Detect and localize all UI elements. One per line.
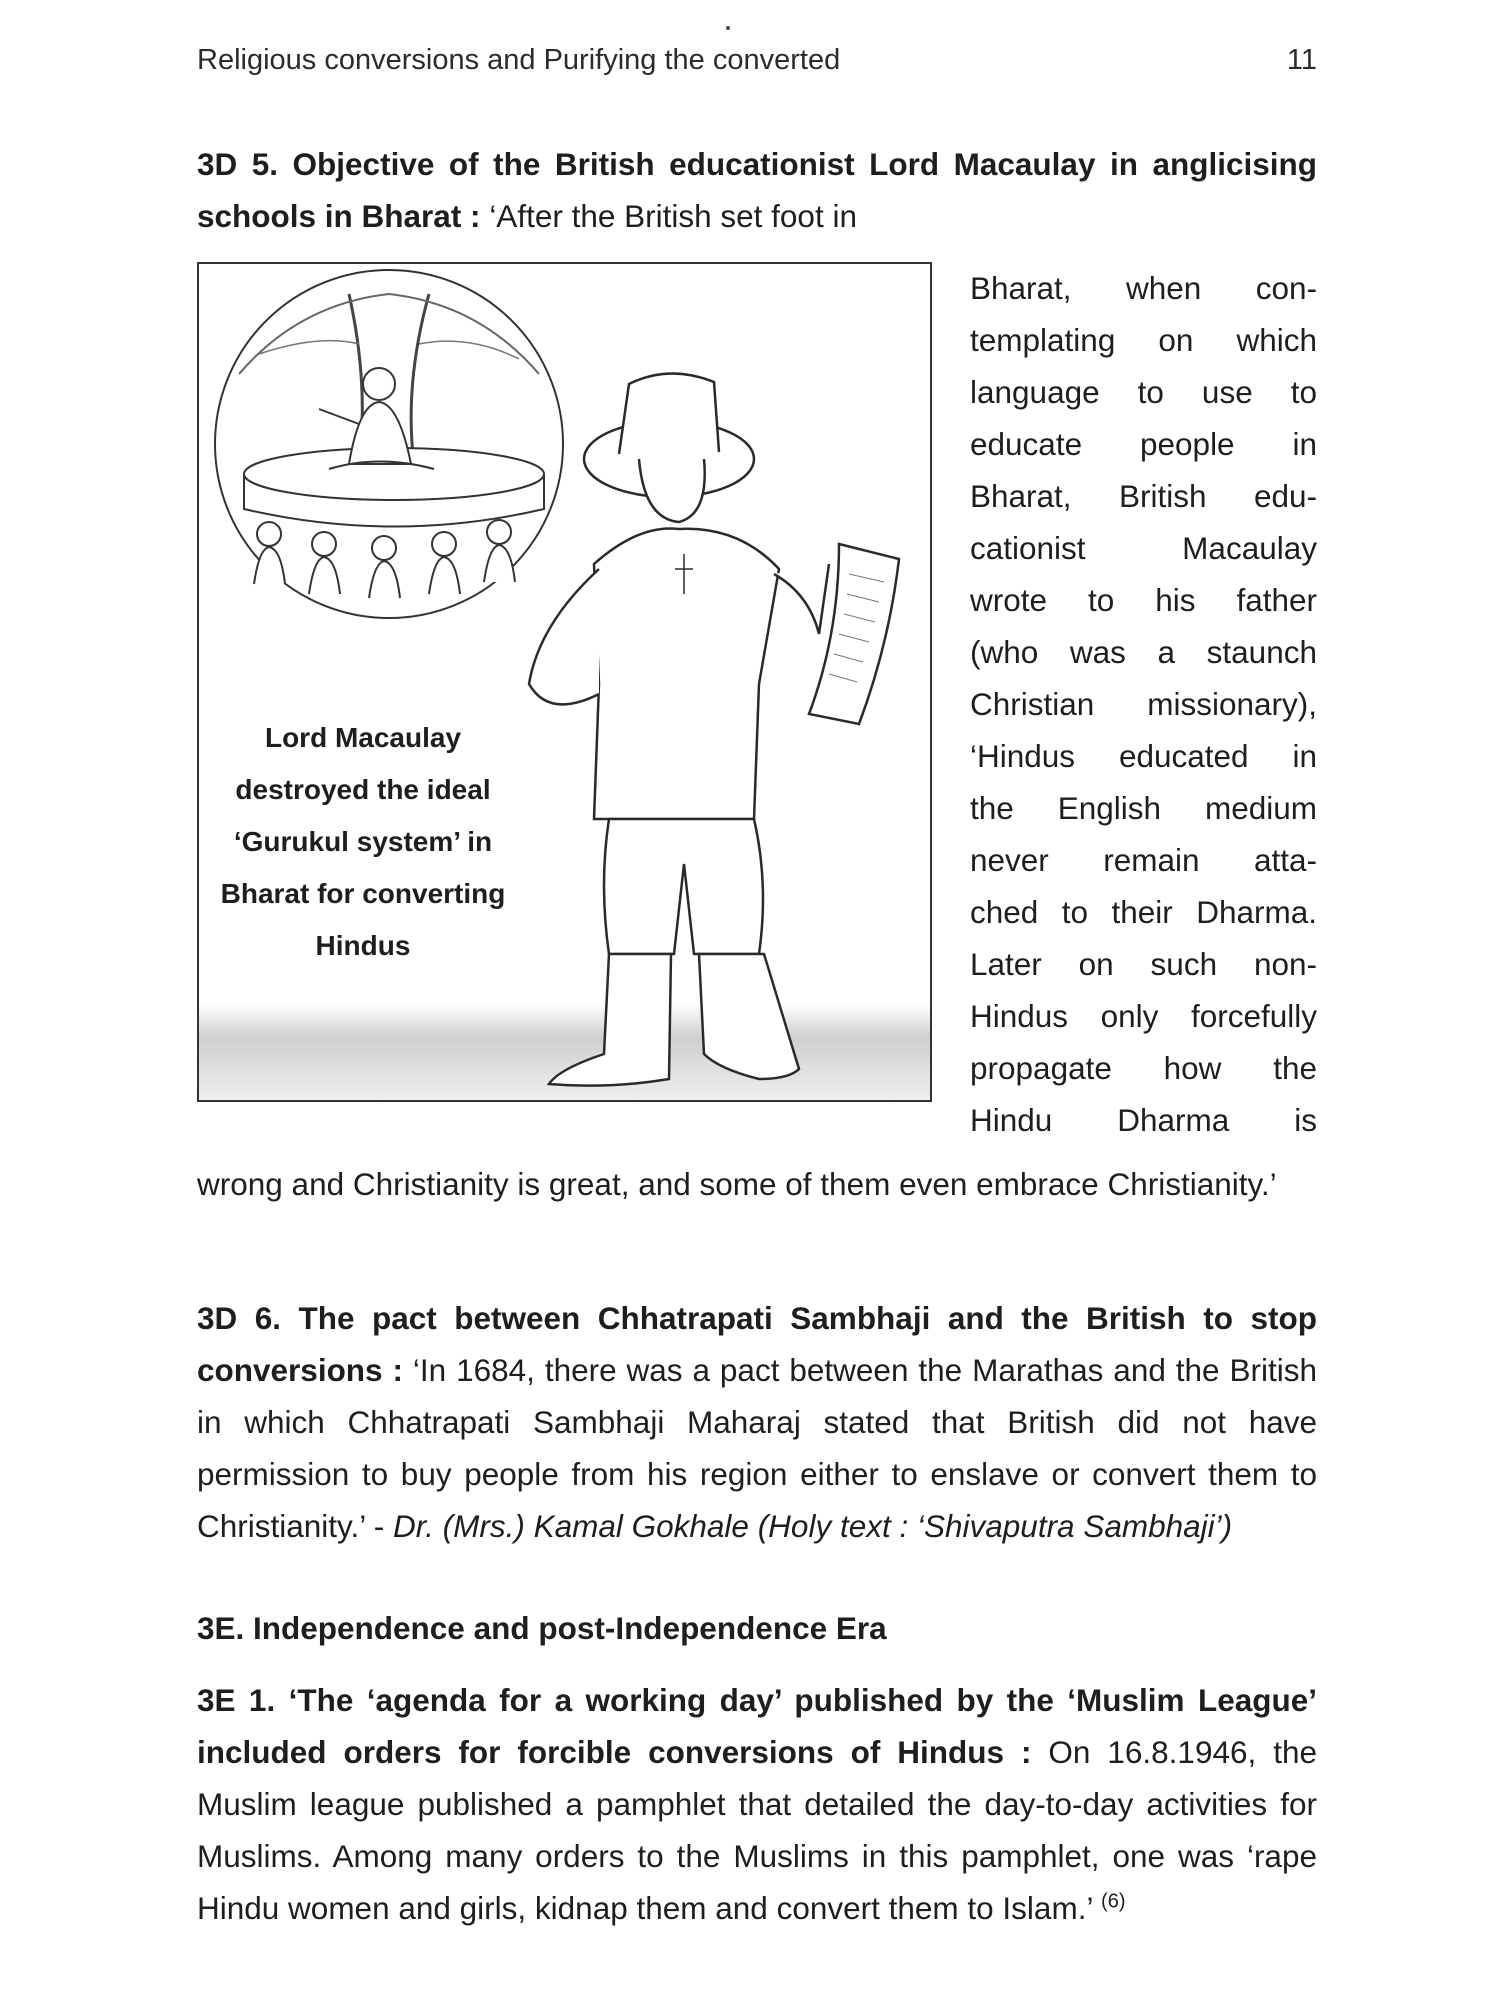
section-3d6-body: ‘In 1684, there was a pact between the Marathas and the British in which Chhatrapati Sambhaji Maharaj stated that British did not have permission to buy people from his region either to enslave or convert them to Christianity.’ - (197, 1352, 1317, 1544)
wrap-line: Christian missionary), (970, 686, 1317, 722)
wrap-line: ‘Hindus educated in (970, 738, 1317, 774)
wrap-line: propagate how the (970, 1050, 1317, 1086)
page-dot (726, 26, 730, 30)
section-3d6 (197, 1292, 1317, 1552)
wrap-line: templating on which (970, 322, 1317, 358)
section-3d5-continuation: wrong and Christianity is great, and some of them even embrace Christianity.’ (197, 1166, 1277, 1202)
footnote-ref: (6) (1101, 1890, 1126, 1913)
section-3e-heading: 3E. Independence and post-Independence Era (197, 1610, 887, 1646)
wrap-line: Later on such non- (970, 946, 1317, 982)
gurukul-vignette (215, 270, 563, 618)
wrap-line: Hindus only forcefully (970, 998, 1317, 1034)
wrap-line: (who was a staunch (970, 634, 1317, 670)
wrap-line: Bharat, British edu- (970, 478, 1317, 514)
wrap-line: educate people in (970, 426, 1317, 462)
macaulay-illustration (199, 264, 930, 1100)
wrap-line: never remain atta- (970, 842, 1317, 878)
running-header (197, 40, 1317, 80)
section-3d6-title: 3D 6. The pact between Chhatrapati Sambhaji and the British to stop conversions : (197, 1300, 1317, 1388)
book-page (197, 40, 1317, 1980)
section-3d5-heading (197, 138, 1317, 242)
wrap-line: cationist Macaulay (970, 530, 1317, 566)
illustration-figure (197, 262, 932, 1102)
running-title: Religious conversions and Purifying the converted (197, 44, 841, 76)
page-number: 11 (1286, 44, 1317, 76)
figure-caption: Lord Macaulay destroyed the ideal ‘Gurukul system’ in Bharat for converting Hindus (220, 722, 506, 961)
section-3d6-citation: Dr. (Mrs.) Kamal Gokhale (Holy text : ‘Shivaputra Sambhaji’) (393, 1508, 1233, 1544)
wrap-line: Hindu Dharma is (970, 1102, 1317, 1138)
section-3e1-body: On 16.8.1946, the Muslim league published a pamphlet that detailed the day-to-day activities for Muslims. Among many orders to the Muslims in this pamphlet, one was ‘rape Hindu women and girls, kidnap them and convert them to Islam.’ (197, 1734, 1317, 1926)
wrap-line: ched to their Dharma. (970, 894, 1317, 930)
macaulay-figure (529, 373, 899, 1085)
wrap-line: language to use to (970, 374, 1317, 410)
wrap-line: Bharat, when con- (970, 270, 1317, 306)
section-3e1 (197, 1674, 1317, 1934)
section-3e1-title: 3E 1. ‘The ‘agenda for a working day’ published by the ‘Muslim League’ included orders for forcible conversions of Hindus : (197, 1682, 1317, 1770)
section-3d5-title: 3D 5. Objective of the British educationist Lord Macaulay in anglicising schools in Bharat : (197, 146, 1317, 234)
wrap-line: wrote to his father (970, 582, 1317, 618)
wrap-line: the English medium (970, 790, 1317, 826)
section-3d5-intro: ‘After the British set foot in (489, 198, 857, 234)
wrapped-text-column (970, 262, 1317, 1146)
